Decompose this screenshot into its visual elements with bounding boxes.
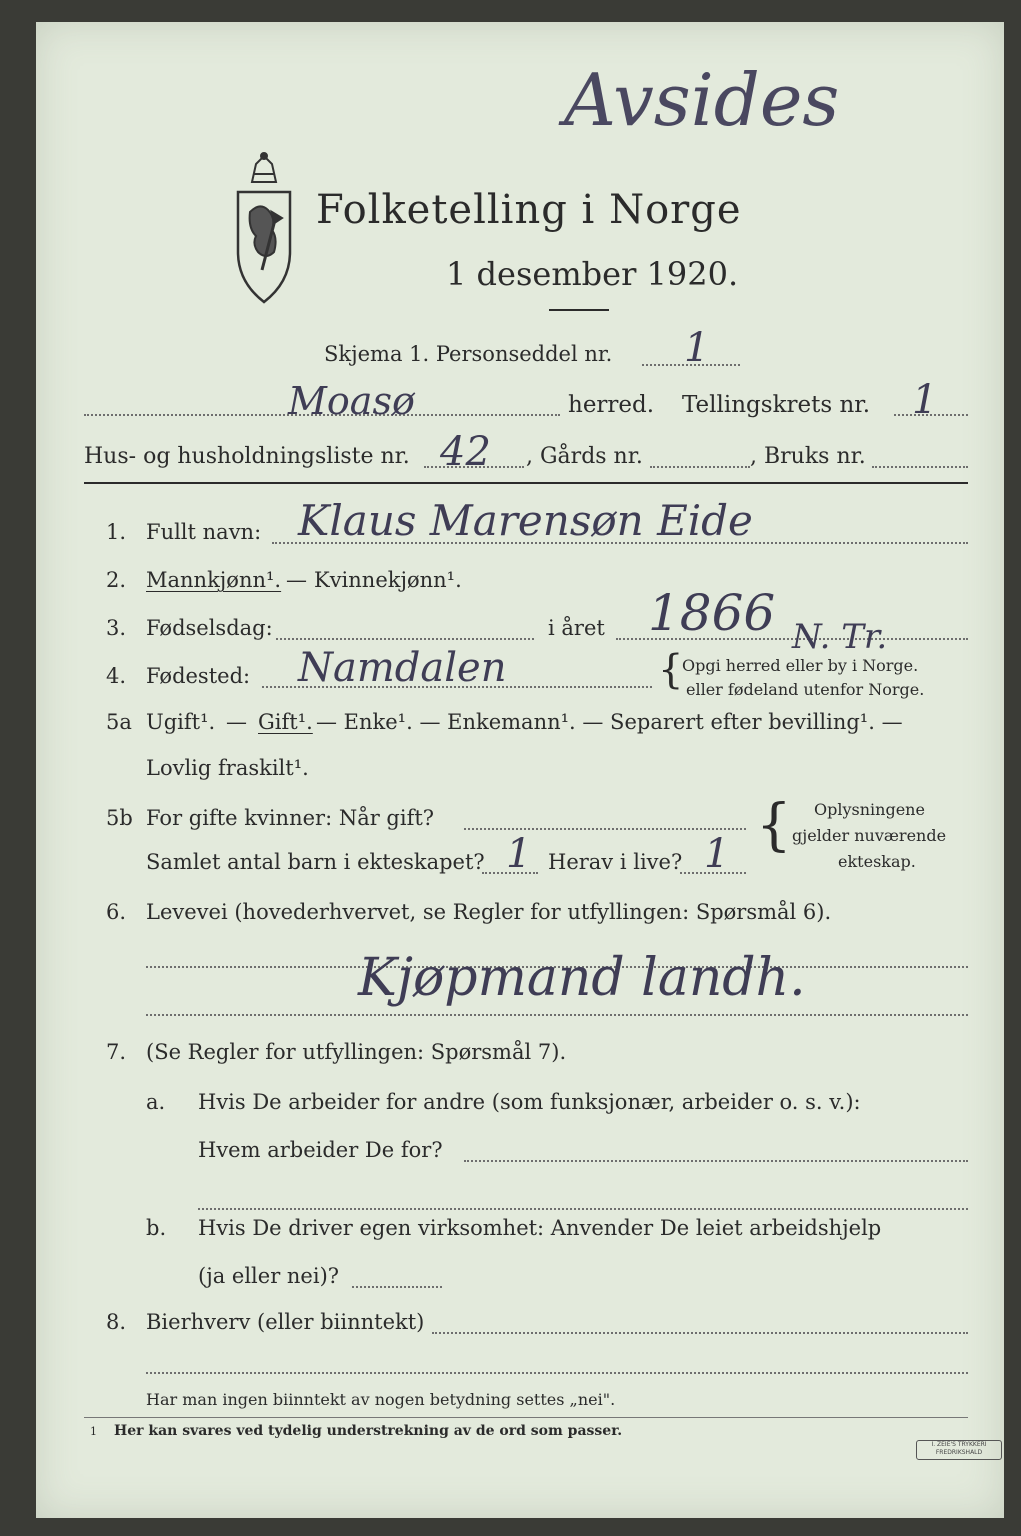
q2-number: 2. bbox=[106, 568, 127, 592]
q8-label: Bierhverv (eller biinntekt) bbox=[146, 1310, 425, 1334]
printer-stamp-line-2: FREDRIKSHALD bbox=[935, 1449, 983, 1456]
q5b-number: 5b bbox=[106, 806, 133, 830]
q1-number: 1. bbox=[106, 520, 127, 544]
q5b-children-label: Samlet antal barn i ekteskapet? bbox=[146, 850, 485, 874]
q7b-label: Hvis De driver egen virksomhet: Anvender De leiet arbeidshjelp bbox=[198, 1216, 882, 1240]
form-date: 1 desember 1920. bbox=[446, 255, 739, 293]
tellingskrets-value: 1 bbox=[912, 377, 938, 423]
q7a-letter: a. bbox=[146, 1090, 166, 1114]
husliste-label: Hus- og husholdningsliste nr. bbox=[84, 444, 410, 469]
q3-year-value: 1866 bbox=[648, 584, 776, 642]
q3-note: N. Tr. bbox=[792, 617, 888, 657]
q7-label: (Se Regler for utfyllingen: Spørsmål 7). bbox=[146, 1040, 567, 1064]
q5b-alive-label: Herav i live? bbox=[548, 850, 683, 874]
q7-number: 7. bbox=[106, 1040, 127, 1064]
q7b-line bbox=[352, 1286, 442, 1288]
q8-line-1 bbox=[432, 1332, 968, 1334]
q4-hint-2: eller fødeland utenfor Norge. bbox=[686, 680, 925, 699]
form-title: Folketelling i Norge bbox=[316, 187, 742, 233]
husliste-value: 42 bbox=[440, 429, 491, 475]
q4-hint-1: Opgi herred eller by i Norge. bbox=[682, 656, 919, 675]
q7b-line2: (ja eller nei)? bbox=[198, 1264, 340, 1288]
section-divider bbox=[84, 482, 968, 484]
footer-divider bbox=[84, 1417, 968, 1418]
printer-stamp bbox=[916, 1440, 1002, 1460]
q6-label: Levevei (hovederhvervet, se Regler for utfyllingen: Spørsmål 6). bbox=[146, 900, 832, 924]
q8-line-2 bbox=[146, 1372, 968, 1374]
q3-number: 3. bbox=[106, 616, 127, 640]
q6-number: 6. bbox=[106, 900, 127, 924]
q5a-gift[interactable]: Gift¹. bbox=[258, 710, 313, 734]
q4-number: 4. bbox=[106, 664, 127, 688]
bruks-line bbox=[872, 466, 968, 468]
q8-number: 8. bbox=[106, 1310, 127, 1334]
q5a-ugift[interactable]: Ugift¹. bbox=[146, 710, 216, 734]
gards-line bbox=[650, 466, 750, 468]
avsides-handwritten: Avsides bbox=[564, 58, 840, 142]
q6-value: Kjøpmand landh. bbox=[358, 948, 806, 1008]
skjema-label: Skjema 1. Personseddel nr. bbox=[324, 342, 613, 366]
q4-label: Fødested: bbox=[146, 664, 251, 688]
q5b-note-1: Oplysningene bbox=[814, 800, 925, 819]
q3-label: Fødselsdag: bbox=[146, 616, 273, 640]
q5b-alive-value: 1 bbox=[704, 831, 730, 877]
q5a-rest-options[interactable]: — Enke¹. — Enkemann¹. — Separert efter bevilling¹. — bbox=[316, 710, 903, 734]
q7a-label: Hvis De arbeider for andre (som funksjonær, arbeider o. s. v.): bbox=[198, 1090, 861, 1114]
tellingskrets-label: Tellingskrets nr. bbox=[682, 392, 871, 418]
q7a-line bbox=[464, 1160, 968, 1162]
q7b-letter: b. bbox=[146, 1216, 167, 1240]
bruks-label: , Bruks nr. bbox=[750, 444, 866, 469]
norwegian-coat-of-arms-icon bbox=[232, 152, 296, 308]
q5a-line2[interactable]: Lovlig fraskilt¹. bbox=[146, 756, 309, 780]
q3-year-label: i året bbox=[548, 616, 605, 640]
q5b-note-2: gjelder nuværende bbox=[792, 826, 947, 845]
q5b-children-value: 1 bbox=[506, 831, 532, 877]
gards-label: , Gårds nr. bbox=[526, 444, 643, 469]
q3-line bbox=[276, 638, 534, 640]
q6-line-2 bbox=[146, 1014, 968, 1016]
census-form-sheet bbox=[36, 22, 1004, 1518]
q2-separator: — bbox=[286, 568, 307, 592]
herred-label: herred. bbox=[568, 392, 655, 418]
footer-note: Har man ingen biinntekt av nogen betydning settes „nei". bbox=[146, 1390, 616, 1409]
printer-stamp-line-1: I. ZEIE'S TRYKKERI bbox=[931, 1441, 987, 1448]
q5a-dash: — bbox=[226, 710, 247, 734]
footnote-text: Her kan svares ved tydelig understrekning av de ord som passer. bbox=[114, 1423, 623, 1439]
q1-label: Fullt navn: bbox=[146, 520, 262, 544]
q4-value: Namdalen bbox=[298, 645, 507, 691]
q5b-brace: { bbox=[756, 793, 792, 858]
personseddel-nr-value: 1 bbox=[684, 325, 710, 371]
q2-male-option[interactable]: Mannkjønn¹. bbox=[146, 568, 282, 592]
q1-value: Klaus Marensøn Eide bbox=[298, 496, 753, 545]
q5a-number: 5a bbox=[106, 710, 132, 734]
q5b-note-3: ekteskap. bbox=[838, 852, 916, 871]
footnote-mark: 1 bbox=[90, 1425, 97, 1438]
q2-female-option[interactable]: Kvinnekjønn¹. bbox=[314, 568, 462, 592]
title-divider bbox=[549, 309, 609, 311]
q4-brace: { bbox=[658, 647, 684, 693]
q7a-line-extra bbox=[198, 1208, 968, 1210]
q5b-label: For gifte kvinner: Når gift? bbox=[146, 806, 435, 830]
herred-value: Moasø bbox=[288, 379, 415, 423]
q5b-when-line bbox=[464, 828, 746, 830]
q7a-line2: Hvem arbeider De for? bbox=[198, 1138, 443, 1162]
